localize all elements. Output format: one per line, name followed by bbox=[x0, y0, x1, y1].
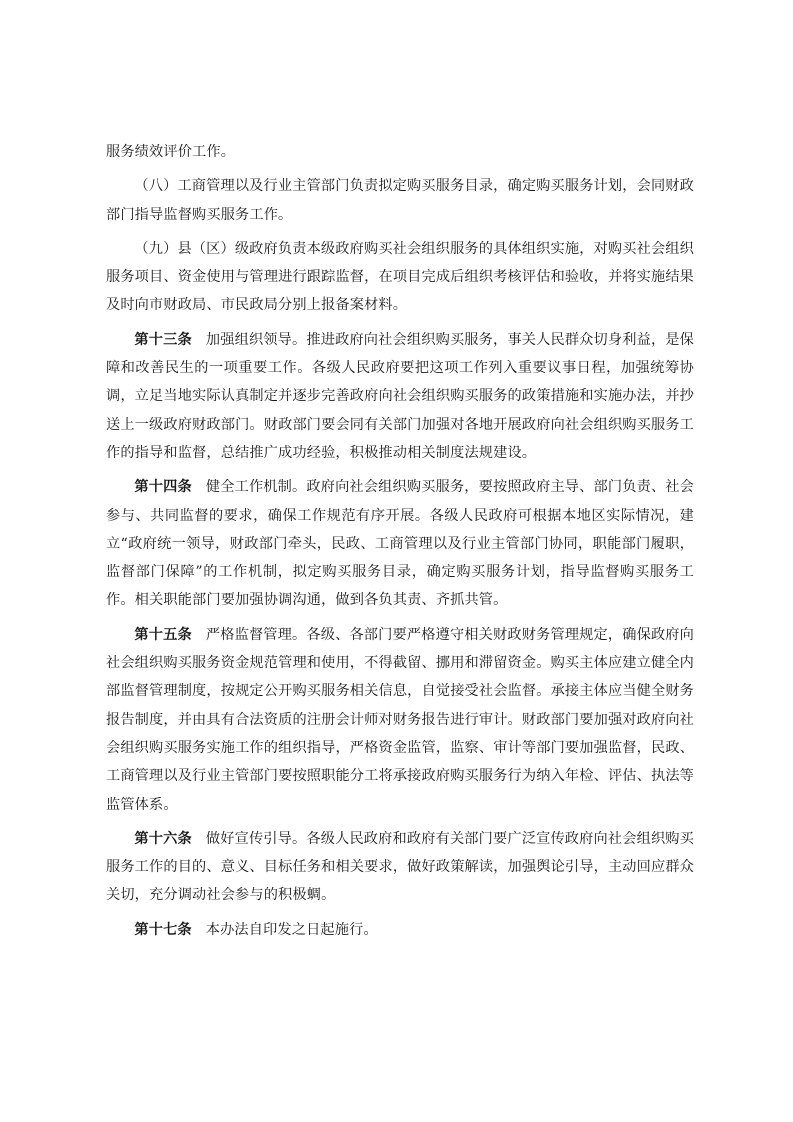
article-text: 本办法自印发之日起施行。 bbox=[205, 921, 378, 938]
article-heading: 第十四条 bbox=[134, 479, 192, 496]
paragraph-item-9 bbox=[106, 235, 694, 320]
paragraph-item-8 bbox=[106, 172, 694, 229]
paragraph-text: （八）工商管理以及行业主管部门负责拟定购买服务目录，确定购买服务计划，会同财政部门指导监督购买服务工作。 bbox=[106, 178, 694, 223]
paragraph-text: （九）县（区）级政府负责本级政府购买社会组织服务的具体组织实施，对购买社会组织服务项目、资金使用与管理进行跟踪监督，在项目完成后组织考核评估和验收，并将实施结果及时向市财政局、市民政局分别上报备案材料。 bbox=[106, 240, 694, 314]
article-heading: 第十五条 bbox=[134, 626, 192, 643]
article-text: 加强组织领导。推进政府向社会组织购买服务，事关人民群众切身利益，是保障和改善民生的一项重要工作。各级人民政府要把这项工作列入重要议事日程，加强统筹协调，立足当地实际认真制定并逐步完善政府向社会组织购买服务的政策措施和实施办法，并抄送上一级政府财政部门。财政部门要会同有关部门加强对各地开展政府向社会组织购买服务工作的指导和监督，总结推广成功经验，积极推动相关制度法规建设。 bbox=[106, 331, 694, 461]
article-text: 做好宣传引导。各级人民政府和政府有关部门要广泛宣传政府向社会组织购买服务工作的目的、意义、目标任务和相关要求，做好政策解读，加强舆论引导，主动回应群众关切，充分调动社会参与的积极蜩。 bbox=[106, 830, 694, 904]
article-14 bbox=[106, 473, 694, 614]
article-heading: 第十七条 bbox=[134, 921, 192, 938]
paragraph-text: 服务绩效评价工作。 bbox=[106, 144, 236, 160]
article-17 bbox=[106, 916, 694, 944]
article-16 bbox=[106, 825, 694, 910]
article-15 bbox=[106, 621, 694, 819]
article-heading: 第十三条 bbox=[134, 331, 192, 348]
article-heading: 第十六条 bbox=[134, 830, 192, 847]
article-text: 严格监督管理。各级、各部门要严格遵守相关财政财务管理规定，确保政府向社会组织购买服务资金规范管理和使用，不得截留、挪用和滞留资金。购买主体应建立健全内部监督管理制度，按规定公开购买服务相关信息，自觉接受社会监督。承接主体应当健全财务报告制度，并由具有合法资质的注册会计师对财务报告进行审计。财政部门要加强对政府向社会组织购买服务实施工作的组织指导，严格资金监管，监察、审计等部门要加强监督，民政、工商管理以及行业主管部门要按照职能分工将承接政府购买服务行为纳入年检、评估、执法等监管体系。 bbox=[106, 626, 694, 813]
document-page bbox=[106, 138, 694, 944]
article-13 bbox=[106, 326, 694, 467]
paragraph-service-evaluation bbox=[106, 138, 694, 166]
article-text: 健全工作机制。政府向社会组织购买服务，要按照政府主导、部门负责、社会参与、共同监督的要求，确保工作规范有序开展。各级人民政府可根据本地区实际情况，建立“政府统一领导，财政部门牵头，民政、工商管理以及行业主管部门协同，职能部门履职，监督部门保障”的工作机制，拟定购买服务目录，确定购买服务计划，指导监督购买服务工作。相关职能部门要加强协调沟通，做到各负其责、齐抓共管。 bbox=[106, 479, 694, 609]
